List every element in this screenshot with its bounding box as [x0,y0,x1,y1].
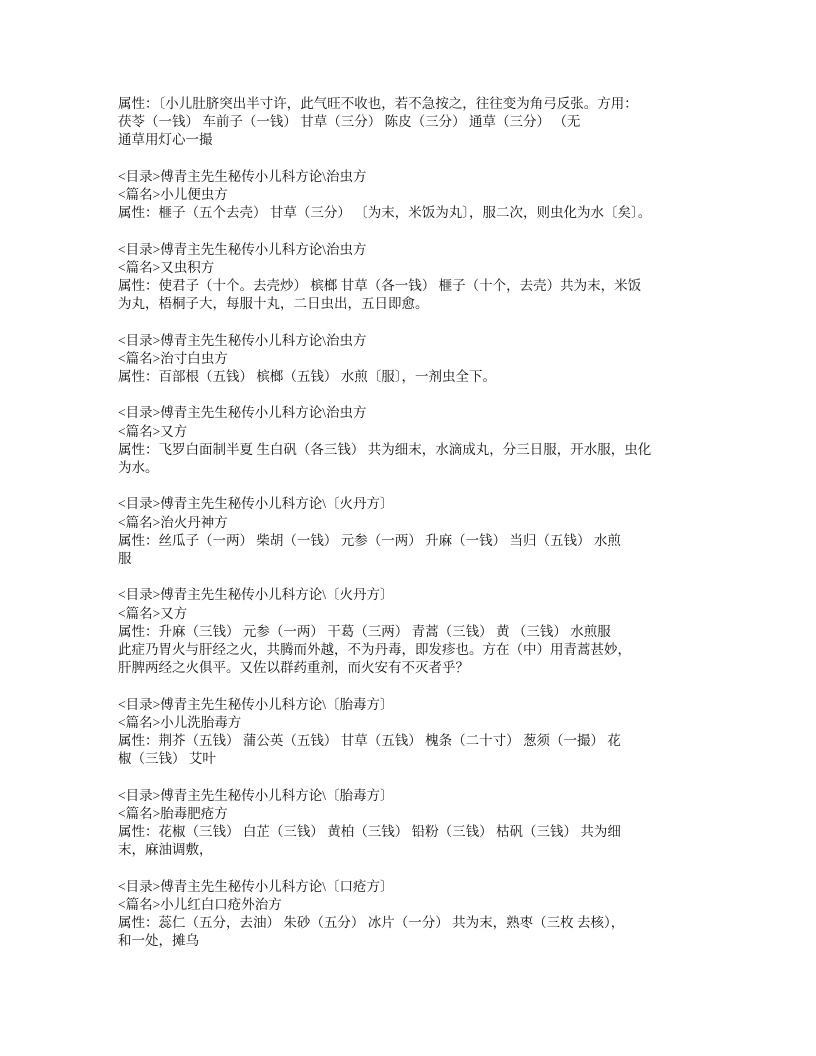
attribute-line: 属性：花椒（三钱） 白芷（三钱） 黄柏（三钱） 铅粉（三钱） 枯矾（三钱） 共为细 [118,824,621,839]
catalog-line: <目录>傅青主先生秘传小儿科方论\〔胎毒方〕 [118,787,394,803]
text-line: 和一处，摊乌 [118,933,199,949]
catalog-line: <目录>傅青主先生秘传小儿科方论\治虫方 [118,241,367,257]
title-line: <篇名>小儿红白口疮外治方 [118,896,282,912]
attribute-line: 属性：升麻（三钱） 元参（一两） 干葛（三两） 青蒿（三钱） 黄 （三钱） 水煎服 [118,623,611,639]
title-line: <篇名>又方 [118,423,188,439]
text-line: 此症乃胃火与肝经之火，共腾而外越，不为丹毒，即发疹也。方在（中）用青蒿甚妙， [118,642,631,657]
text-line: 通草用灯心一撮 [118,132,213,148]
text-line: 末，麻油调敷， [118,842,213,858]
catalog-line: <目录>傅青主先生秘传小儿科方论\治虫方 [118,168,367,184]
prescription-entry [118,495,698,568]
document-body [118,95,698,969]
catalog-line: <目录>傅青主先生秘传小儿科方论\〔火丹方〕 [118,587,394,603]
prescription-entry [118,586,698,677]
prescription-entry [118,696,698,769]
prescription-entry [118,787,698,860]
text-line: 服 [118,551,132,566]
prescription-entry [118,878,698,951]
attribute-line: 属性：荆芥（五钱） 蒲公英（五钱） 甘草（五钱） 槐条（二十寸） 葱须（一撮） 花 [118,733,621,748]
title-line: <篇名>小儿洗胎毒方 [118,714,242,730]
attribute-line: 属性：榧子（五个去壳） 甘草（三分） 〔为末，米饭为丸〕，服二次，则虫化为水〔矣〕。 [118,205,652,221]
catalog-line: <目录>傅青主先生秘传小儿科方论\〔胎毒方〕 [118,696,394,712]
prescription-entry [118,332,698,387]
catalog-line: <目录>傅青主先生秘传小儿科方论\治虫方 [118,332,367,348]
text-line: 为水。 [118,460,159,475]
attribute-line: 属性：使君子（十个。去壳炒） 槟榔 甘草（各一钱） 榧子（十个，去壳）共为末，米饭 [118,278,642,293]
title-line: <篇名>又方 [118,605,188,621]
prescription-entry [118,168,698,223]
prescription-entry [118,404,698,477]
title-line: <篇名>胎毒肥疮方 [118,805,228,821]
title-line: <篇名>治寸白虫方 [118,350,228,366]
title-line: <篇名>治火丹神方 [118,514,228,530]
title-line: <篇名>又虫积方 [118,259,215,275]
catalog-line: <目录>傅青主先生秘传小儿科方论\治虫方 [118,405,367,421]
catalog-line: <目录>傅青主先生秘传小儿科方论\〔火丹方〕 [118,496,394,512]
attribute-line: 属性：丝瓜子（一两） 柴胡（一钱） 元参（一两） 升麻（一钱） 当归（五钱） 水煎 [118,532,621,548]
attribute-line: 属性：〔小儿肚脐突出半寸许，此气旺不收也，若不急按之，往往变为角弓反张。方用： [118,96,638,111]
attribute-line: 属性：飞罗白面制半夏 生白矾（各三钱） 共为细末，水滴成丸，分三日服，开水服，虫化 [118,441,652,457]
attribute-line: 属性：百部根（五钱） 槟榔（五钱） 水煎〔服〕，一剂虫全下。 [118,369,496,384]
text-line: 椒（三钱） 艾叶 [118,751,216,767]
prescription-entry [118,241,698,314]
attribute-line: 属性：蕊仁（五分，去油） 朱砂（五分） 冰片（一分） 共为末，熟枣（三枚 去核）， [118,915,625,930]
title-line: <篇名>小儿便虫方 [118,187,228,202]
text-line: 为丸，梧桐子大，每服十丸，二日虫出，五日即愈。 [118,296,429,312]
text-line: 肝脾两经之火俱平。又佐以群药重剂，而火安有不灭者乎？ [118,660,469,676]
catalog-line: <目录>傅青主先生秘传小儿科方论\〔口疮方〕 [118,878,394,894]
text-line: 茯苓（一钱） 车前子（一钱） 甘草（三分） 陈皮（三分） 通草（三分） （无 [118,114,581,130]
prescription-entry [118,95,698,150]
